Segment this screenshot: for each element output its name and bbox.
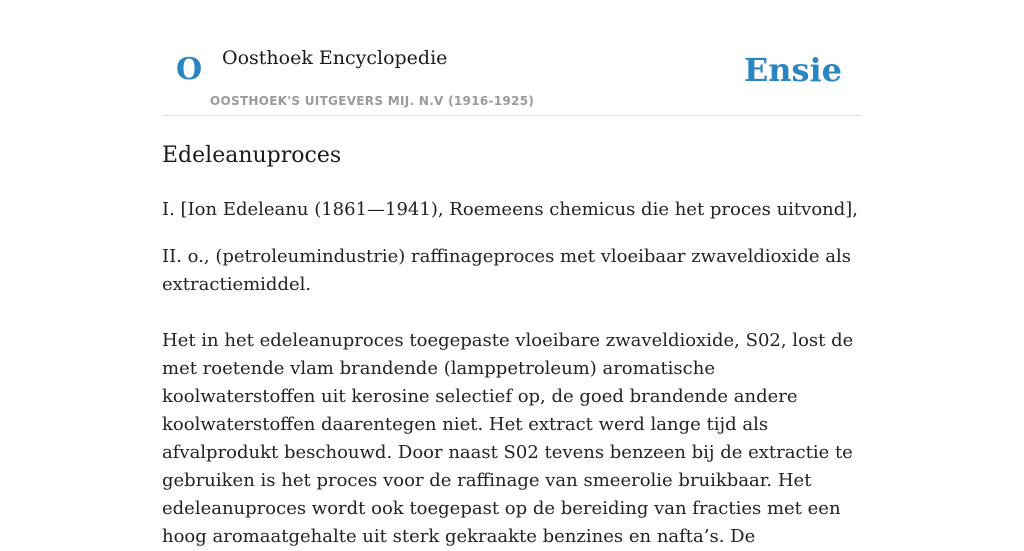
article-headword: Edeleanuproces	[162, 143, 342, 168]
site-title[interactable]: Oosthoek Encyclopedie	[222, 47, 448, 69]
article-paragraph: I. [Ion Edeleanu (1861—1941), Roemeens chemicus die het proces uitvond],	[162, 199, 859, 220]
site-subtitle: OOSTHOEK'S UITGEVERS MIJ. N.V (1916-1925)	[210, 94, 535, 108]
article-paragraph: II. o., (petroleumindustrie) raffinageproces met vloeibaar zwaveldioxide als extractiemiddel.	[162, 246, 852, 295]
brand-logo-link[interactable]: Ensie	[743, 51, 842, 89]
site-header	[162, 0, 862, 116]
site-logo[interactable]: O	[176, 52, 203, 87]
article-paragraph: Het in het edeleanuproces toegepaste vloeibare zwaveldioxide, S02, lost de met roetende vlam brandende (lamppetroleum) aromatische koolwaterstoffen uit kerosine selectief op, de goed brandende andere koolwaterstoffen daarentegen niet. Het extract werd lange tijd als afvalprodukt beschouwd. Door naast S02 tevens benzeen bij de extractie te gebruiken is het proces voor de raffinage van smeerolie bruikbaar. Het edeleanuproces wordt ook toegepast op de bereiding van fracties met een hoog aromaatgehalte uit sterk gekraakte benzines en nafta’s. De	[162, 330, 854, 547]
content-column	[162, 0, 862, 551]
